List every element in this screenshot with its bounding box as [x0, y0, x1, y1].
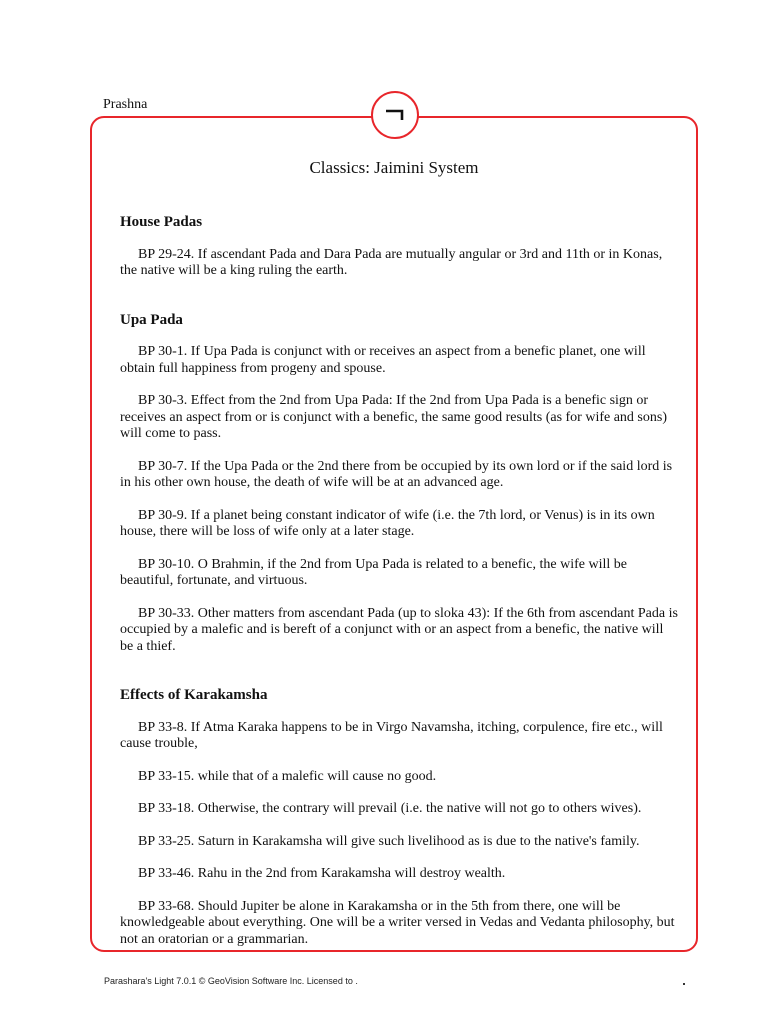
content — [120, 214, 680, 964]
corner-bracket-icon — [384, 107, 406, 123]
footer-dot — [683, 983, 685, 985]
paragraph: BP 33-8. If Atma Karaka happens to be in Virgo Navamsha, itching, corpulence, fire etc., will cause trouble, — [120, 719, 663, 751]
paragraph: BP 33-25. Saturn in Karakamsha will give such livelihood as is due to the native's family. — [138, 833, 640, 849]
paragraph: BP 33-18. Otherwise, the contrary will prevail (i.e. the native will not go to others wives). — [138, 801, 642, 816]
running-head: Prashna — [103, 97, 148, 112]
paragraph: BP 30-33. Other matters from ascendant Pada (up to sloka 43): If the 6th from ascendant Pada is occupied by a malefic and is bereft of a conjunct with or an aspect from a benefic, the native will be a thief. — [120, 605, 678, 654]
paragraph: BP 30-3. Effect from the 2nd from Upa Pada: If the 2nd from Upa Pada is a benefic sign or receives an aspect from or is conjunct with a benefic, the same good results (as for wife and sons) will come to pass. — [120, 393, 667, 441]
section-heading-house-padas: House Padas — [120, 214, 203, 230]
paragraph: BP 29-24. If ascendant Pada and Dara Pada are mutually angular or 3rd and 11th or in Konas, the native will be a king ruling the earth. — [120, 246, 663, 278]
paragraph: BP 33-15. while that of a malefic will cause no good. — [138, 768, 437, 784]
section-heading-upa-pada: Upa Pada — [120, 311, 183, 328]
section-heading-effects-of-karakamsha: Effects of Karakamsha — [120, 687, 268, 703]
footer-text: Parashara's Light 7.0.1 © GeoVision Software Inc. Licensed to . — [104, 976, 358, 986]
paragraph: BP 33-68. Should Jupiter be alone in Karakamsha or in the 5th from there, one will be knowledgeable about everything. One will be a writer versed in Vedas and Vedanta philosophy, but not an oratorian or a grammarian. — [120, 898, 675, 947]
paragraph: BP 33-46. Rahu in the 2nd from Karakamsha will destroy wealth. — [138, 866, 506, 881]
paragraph: BP 30-7. If the Upa Pada or the 2nd there from be occupied by its own lord or if the said lord is in his other own house, the death of wife will be at an advanced age. — [120, 458, 673, 490]
paragraph: BP 30-1. If Upa Pada is conjunct with or receives an aspect from a benefic planet, one will obtain full happiness from progeny and spouse. — [120, 344, 646, 376]
page-badge — [371, 91, 419, 139]
paragraph: BP 30-9. If a planet being constant indicator of wife (i.e. the 7th lord, or Venus) is in its own house, there will be loss of wife only at a later stage. — [120, 507, 655, 539]
paragraph: BP 30-10. O Brahmin, if the 2nd from Upa Pada is related to a benefic, the wife will be beautiful, fortunate, and virtuous. — [120, 556, 627, 588]
page-title: Classics: Jaimini System — [309, 158, 479, 177]
